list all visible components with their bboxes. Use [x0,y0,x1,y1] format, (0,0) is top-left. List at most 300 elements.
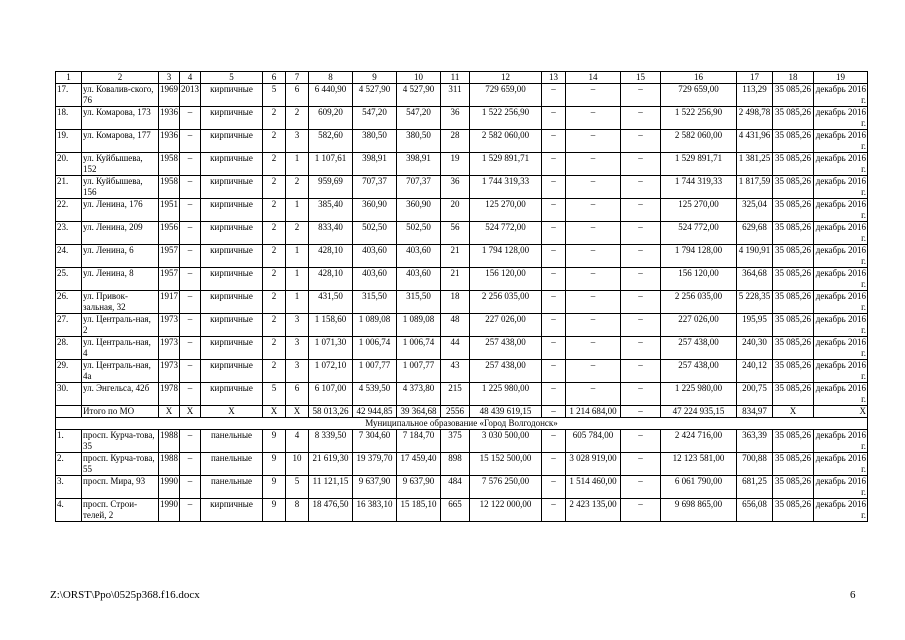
table-cell: кирпичные [201,291,263,314]
table-cell: – [542,453,566,476]
table-cell: 375 [441,430,470,453]
table-cell: 35 085,26 [773,153,814,176]
table-cell: – [566,314,621,337]
table-cell: 1969 [159,84,180,107]
table-cell: 257 438,00 [661,360,737,383]
table-cell: кирпичные [201,314,263,337]
table-cell: – [566,153,621,176]
table-cell: 8 [286,499,309,522]
table-cell: кирпичные [201,176,263,199]
table-cell: кирпичные [201,222,263,245]
table-cell: 502,50 [353,222,397,245]
table-cell: – [621,476,661,499]
table-cell: – [180,314,201,337]
table-cell: – [566,291,621,314]
table-cell: 20 [441,199,470,222]
table-cell: 700,88 [737,453,773,476]
table-cell: – [621,176,661,199]
table-cell: 2 [286,222,309,245]
table-cell: 1 225 980,00 [470,383,542,406]
table-cell: – [621,314,661,337]
table-cell: – [542,383,566,406]
table-cell: 19 [441,153,470,176]
table-cell: кирпичные [201,268,263,291]
table-cell: X [773,406,814,418]
table-cell: декабрь 2016 г. [814,107,868,130]
table-cell: 547,20 [353,107,397,130]
table-cell: 35 085,26 [773,268,814,291]
table-cell: 13 [542,72,566,84]
table-cell: – [542,499,566,522]
table-cell: – [621,153,661,176]
table-cell: – [566,222,621,245]
table-cell: 18 476,50 [309,499,353,522]
table-cell: – [542,176,566,199]
table-cell: 325,04 [737,199,773,222]
table-cell: декабрь 2016 г. [814,337,868,360]
table-cell: 2. [56,453,82,476]
table-cell: 10 [286,453,309,476]
table-cell: – [180,245,201,268]
table-cell: – [180,268,201,291]
table-cell: кирпичные [201,337,263,360]
table-cell: 8 339,50 [309,430,353,453]
table-cell: кирпичные [201,153,263,176]
table-cell: 18 [441,291,470,314]
table-cell: 315,50 [397,291,441,314]
table-cell: – [180,476,201,499]
table-cell: 43 [441,360,470,383]
total-row [56,406,868,418]
table-row [56,130,868,153]
table-cell: 3 [286,337,309,360]
table-cell: – [542,314,566,337]
table-cell: – [621,222,661,245]
table-cell: 9 [263,430,286,453]
table-cell: ул. Привок-зальная, 32 [82,291,159,314]
table-cell: 35 085,26 [773,222,814,245]
table-cell: 1 006,74 [353,337,397,360]
table-cell: 11 121,15 [309,476,353,499]
table-cell: 5 [286,476,309,499]
table-cell: 35 085,26 [773,176,814,199]
table-cell: 2 [263,268,286,291]
table-cell: 48 439 619,15 [470,406,542,418]
table-row [56,453,868,476]
table-cell: 898 [441,453,470,476]
table-cell: 240,12 [737,360,773,383]
table-cell: 524 772,00 [661,222,737,245]
table-cell: 4. [56,499,82,522]
section-title: Муниципальное образование «Город Волгодонск» [56,418,868,430]
table-cell: 3 [286,314,309,337]
table-cell: 605 784,00 [566,430,621,453]
table-row [56,430,868,453]
table-cell: 1 744 319,33 [470,176,542,199]
table-cell: X [180,406,201,418]
table-cell: 257 438,00 [470,360,542,383]
table-cell: 1951 [159,199,180,222]
table-cell: 311 [441,84,470,107]
table-cell: 47 224 935,15 [661,406,737,418]
table-cell: 1973 [159,337,180,360]
table-cell: ул. Комарова, 173 [82,107,159,130]
table-row [56,314,868,337]
table-cell: 524 772,00 [470,222,542,245]
table-cell: ул. Ленина, 209 [82,222,159,245]
table-cell: – [621,360,661,383]
table-cell: ул. Централь-ная, 4 [82,337,159,360]
table-cell: 26. [56,291,82,314]
table-cell: – [542,222,566,245]
table-cell: – [180,291,201,314]
table-cell: – [180,199,201,222]
table-cell: 4 373,80 [397,383,441,406]
table-cell: 1 158,60 [309,314,353,337]
table-cell: – [621,245,661,268]
table-cell: 1917 [159,291,180,314]
table-cell: 681,25 [737,476,773,499]
table-cell: 428,10 [309,268,353,291]
table-cell: 23. [56,222,82,245]
table-cell: 1958 [159,176,180,199]
table-cell: – [180,153,201,176]
table-cell: – [566,337,621,360]
table-cell: 3 028 919,00 [566,453,621,476]
table-cell: 2 [263,153,286,176]
table-cell: 19. [56,130,82,153]
table-cell: 6 [286,383,309,406]
table-cell: – [621,383,661,406]
table-cell: ул. Куйбышева, 156 [82,176,159,199]
table-cell: 2 [263,245,286,268]
table-cell: 1 522 256,90 [661,107,737,130]
table-cell: – [180,383,201,406]
table-cell: 35 085,26 [773,130,814,153]
table-cell: 1 007,77 [353,360,397,383]
table-cell: 6 107,00 [309,383,353,406]
table-cell: 6 [286,84,309,107]
table-cell: 1 225 980,00 [661,383,737,406]
table-cell: 360,90 [353,199,397,222]
table-cell: 257 438,00 [470,337,542,360]
table-cell: 227 026,00 [470,314,542,337]
table-cell: декабрь 2016 г. [814,268,868,291]
table-cell: 3 [159,72,180,84]
table-cell: 1 794 128,00 [661,245,737,268]
table-cell: 2 582 060,00 [661,130,737,153]
table-cell: 1 514 460,00 [566,476,621,499]
table-cell: 431,50 [309,291,353,314]
table-cell: кирпичные [201,199,263,222]
table-cell: – [621,291,661,314]
table-cell: 1990 [159,499,180,522]
table-cell: – [180,499,201,522]
table-cell: 19 [814,72,868,84]
table-cell: 2 [286,107,309,130]
table-cell: 21 [441,268,470,291]
table-cell: 18 [773,72,814,84]
table-cell: 2 [263,291,286,314]
table-cell: 200,75 [737,383,773,406]
table-cell: – [180,176,201,199]
table-cell: – [180,430,201,453]
table-cell: – [566,245,621,268]
table-cell: 1988 [159,430,180,453]
table-cell: 1 071,30 [309,337,353,360]
table-row [56,337,868,360]
table-cell: – [566,107,621,130]
table-cell: 195,95 [737,314,773,337]
table-cell: – [542,406,566,418]
table-cell: 403,60 [397,245,441,268]
table-cell: декабрь 2016 г. [814,360,868,383]
table-cell: – [180,107,201,130]
table-cell: – [542,130,566,153]
table-cell: 1 [286,153,309,176]
table-cell: 2 [263,314,286,337]
table-cell: 2 424 716,00 [661,430,737,453]
table-cell: 1 214 684,00 [566,406,621,418]
table-cell: 1 794 128,00 [470,245,542,268]
table-cell: 18. [56,107,82,130]
table-cell: декабрь 2016 г. [814,291,868,314]
table-cell: 125 270,00 [661,199,737,222]
table-cell: – [542,291,566,314]
table-cell: 656,08 [737,499,773,522]
table-cell: 15 152 500,00 [470,453,542,476]
table-cell: 35 085,26 [773,314,814,337]
footer-file-path: Z:\ORST\Ppo\0525p368.f16.docx [50,589,200,601]
table-cell: 44 [441,337,470,360]
table-cell: – [542,268,566,291]
table-cell: 3 [286,130,309,153]
table-cell: декабрь 2016 г. [814,499,868,522]
table-cell: 2 582 060,00 [470,130,542,153]
table-row [56,245,868,268]
table-row [56,222,868,245]
table-cell: 1 107,61 [309,153,353,176]
table-cell: 35 085,26 [773,199,814,222]
table-cell: – [621,84,661,107]
table-cell: 21. [56,176,82,199]
table-cell: 7 304,60 [353,430,397,453]
table-cell: 1936 [159,130,180,153]
table-cell: 609,20 [309,107,353,130]
table-cell: кирпичные [201,499,263,522]
table-cell: 125 270,00 [470,199,542,222]
table-cell: 156 120,00 [661,268,737,291]
table-cell: 17. [56,84,82,107]
table-cell: 6 [263,72,286,84]
table-cell: 2 256 035,00 [661,291,737,314]
table-cell: – [180,222,201,245]
table-cell: ул. Ковалив-ского, 76 [82,84,159,107]
table-cell: – [566,199,621,222]
table-cell: 2 [263,176,286,199]
table-row [56,383,868,406]
table-cell: 403,60 [353,245,397,268]
table-cell: просп. Курча-това, 55 [82,453,159,476]
table-cell: 113,29 [737,84,773,107]
table-cell: X [201,406,263,418]
table-cell: 2 [263,107,286,130]
table-cell: 1956 [159,222,180,245]
table-cell: декабрь 2016 г. [814,130,868,153]
table-cell: 1 529 891,71 [661,153,737,176]
table-cell: 42 944,85 [353,406,397,418]
table-cell: 364,68 [737,268,773,291]
table-row [56,153,868,176]
table-cell: 363,39 [737,430,773,453]
table-cell: X [814,406,868,418]
table-cell: 14 [566,72,621,84]
table-cell: 1 817,59 [737,176,773,199]
table-cell: ул. Централь-ная, 2 [82,314,159,337]
table-cell: ул. Комарова, 177 [82,130,159,153]
table-cell: панельные [201,453,263,476]
table-cell: – [180,130,201,153]
table-cell: – [621,199,661,222]
table-cell: 2 256 035,00 [470,291,542,314]
table-cell: 12 122 000,00 [470,499,542,522]
table-cell: 1 [286,199,309,222]
table-cell: кирпичные [201,383,263,406]
table-cell: – [542,107,566,130]
table-cell: 428,10 [309,245,353,268]
table-cell: ул. Ленина, 176 [82,199,159,222]
table-cell: – [542,84,566,107]
table-cell: 35 085,26 [773,107,814,130]
table-cell: 547,20 [397,107,441,130]
table-cell: 1990 [159,476,180,499]
table-cell: 227 026,00 [661,314,737,337]
table-cell: – [542,245,566,268]
table-cell: 21 [441,245,470,268]
table-cell: декабрь 2016 г. [814,222,868,245]
table-cell: 1958 [159,153,180,176]
table-cell: 1973 [159,360,180,383]
table-cell: 1957 [159,245,180,268]
table-cell: декабрь 2016 г. [814,314,868,337]
table-cell: 582,60 [309,130,353,153]
table-cell: декабрь 2016 г. [814,453,868,476]
table-cell: 1973 [159,314,180,337]
table-cell: 28 [441,130,470,153]
table-cell: 502,50 [397,222,441,245]
table-cell: 2013 [180,84,201,107]
table-cell: – [566,268,621,291]
table-cell: 9 [353,72,397,84]
table-cell: 2 [263,360,286,383]
table-cell: 9 [263,453,286,476]
table-cell: 1978 [159,383,180,406]
table-cell: 7 [286,72,309,84]
table-cell: 2 [263,199,286,222]
table-cell: 35 085,26 [773,476,814,499]
table-cell: X [159,406,180,418]
table-cell: 9 637,90 [397,476,441,499]
table-cell: 35 085,26 [773,360,814,383]
table-cell: просп. Строи-телей, 2 [82,499,159,522]
table-cell: 1 522 256,90 [470,107,542,130]
table-cell: 1 089,08 [397,314,441,337]
table-cell: панельные [201,430,263,453]
table-row [56,199,868,222]
table-cell: 36 [441,176,470,199]
table-cell [56,406,82,418]
table-cell: 4 [286,430,309,453]
table-cell: X [263,406,286,418]
table-cell: 1 007,77 [397,360,441,383]
table-row [56,499,868,522]
table-cell: 9 637,90 [353,476,397,499]
table-row [56,291,868,314]
table-cell: 4 431,96 [737,130,773,153]
table-cell: 27. [56,314,82,337]
table-cell: 17 459,40 [397,453,441,476]
table-cell: 16 383,10 [353,499,397,522]
table-cell: X [286,406,309,418]
table-cell: 380,50 [353,130,397,153]
table-cell: 1 381,25 [737,153,773,176]
table-cell: 12 123 581,00 [661,453,737,476]
table-cell: 11 [441,72,470,84]
table-cell: 9 [263,476,286,499]
table-cell: 4 190,91 [737,245,773,268]
table-cell: 5 [263,383,286,406]
table-cell: 315,50 [353,291,397,314]
table-cell: – [180,360,201,383]
table-cell: 4 527,90 [353,84,397,107]
table-cell: 39 364,68 [397,406,441,418]
table-cell: 24. [56,245,82,268]
table-cell: 3 030 500,00 [470,430,542,453]
table-cell: 16 [661,72,737,84]
table-cell: 22. [56,199,82,222]
table-cell: 1 072,10 [309,360,353,383]
table-cell: кирпичные [201,84,263,107]
table-cell: 20. [56,153,82,176]
table-cell: 35 085,26 [773,291,814,314]
table-cell: – [542,337,566,360]
table-cell: 7 184,70 [397,430,441,453]
table-cell: декабрь 2016 г. [814,383,868,406]
table-cell: – [566,84,621,107]
table-cell: ул. Ленина, 6 [82,245,159,268]
table-cell: 240,30 [737,337,773,360]
table-row [56,268,868,291]
table-cell: – [621,107,661,130]
table-cell: 3 [286,360,309,383]
table-cell: 665 [441,499,470,522]
table-cell: 707,37 [397,176,441,199]
table-cell: 2556 [441,406,470,418]
table-cell: декабрь 2016 г. [814,176,868,199]
table-cell: 1 744 319,33 [661,176,737,199]
table-cell: 398,91 [397,153,441,176]
table-cell: 215 [441,383,470,406]
table-cell: – [621,430,661,453]
table-cell: 35 085,26 [773,453,814,476]
table-cell: 9 [263,499,286,522]
table-cell: ул. Ленина, 8 [82,268,159,291]
table-cell: 833,40 [309,222,353,245]
table-cell: ул. Централь-ная, 4а [82,360,159,383]
table-cell: 36 [441,107,470,130]
table-cell: 15 185,10 [397,499,441,522]
table-cell: кирпичные [201,245,263,268]
